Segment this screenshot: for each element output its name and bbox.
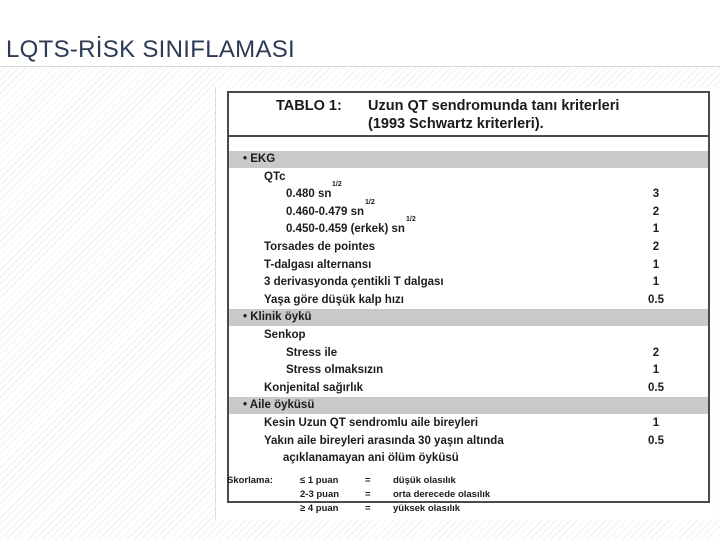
criterion-label: • EKG xyxy=(243,153,276,165)
criterion-score: 2 xyxy=(652,241,660,253)
criterion-label: Kesin Uzun QT sendromlu aile bireyleri xyxy=(264,417,479,429)
criterion-label: Yaşa göre düşük kalp hızı xyxy=(264,293,404,306)
criterion-label: • Klinik öykü xyxy=(243,311,312,324)
table-row: 0.460-0.479 sn 1/2 2 xyxy=(229,204,708,221)
criterion-score: 1 xyxy=(652,258,660,271)
table-row: 0.480 sn 1/2 3 xyxy=(229,186,708,203)
table-row xyxy=(229,274,708,291)
criterion-label: 0.450-0.459 (erkek) sn xyxy=(286,223,405,236)
table-row xyxy=(229,257,708,274)
criterion-label: QTc xyxy=(264,170,286,183)
scoring-range: ≤ 1 puan xyxy=(300,475,339,486)
table-caption xyxy=(229,93,708,137)
criteria-table-frame xyxy=(227,91,710,503)
scoring-equals: = xyxy=(365,503,371,514)
criterion-score: 1 xyxy=(652,223,660,236)
table-caption-line2: (1993 Schwartz kriterleri). xyxy=(368,116,544,132)
table-row xyxy=(229,362,708,379)
criterion-label: Konjenital sağırlık xyxy=(264,381,364,394)
criterion-score: 2 xyxy=(652,346,660,359)
title-divider xyxy=(0,66,720,67)
table-section-header xyxy=(229,151,708,168)
criterion-label: Stress ile xyxy=(286,346,338,359)
criterion-score: 0.5 xyxy=(648,293,664,306)
table-row xyxy=(229,292,708,309)
criterion-score: 0.5 xyxy=(648,434,664,447)
criterion-label: 3 derivasyonda çentikli T dalgası xyxy=(264,276,444,289)
table-caption-label: TABLO 1: xyxy=(276,98,342,114)
criterion-label: Stress olmaksızın xyxy=(286,364,384,377)
scoring-range: ≥ 4 puan xyxy=(300,503,339,514)
criterion-score: 1 xyxy=(652,364,660,377)
criterion-label: 0.480 sn xyxy=(286,188,332,201)
table-row xyxy=(229,327,708,344)
criterion-label: 0.460-0.479 sn xyxy=(286,205,365,218)
criterion-label: T-dalgası alternansı xyxy=(264,258,372,271)
criterion-score: 1 xyxy=(652,276,660,289)
table-row xyxy=(229,345,708,362)
scoring-equals: = xyxy=(365,475,371,486)
criteria-table-image xyxy=(215,87,719,520)
scoring-desc: orta derecede olasılık xyxy=(393,489,491,500)
table-row xyxy=(229,239,708,256)
slide-title: LQTS-RİSK SINIFLAMASI xyxy=(6,36,296,63)
criterion-label: açıklanamayan ani ölüm öyküsü xyxy=(283,452,459,465)
table-section-header xyxy=(229,397,708,414)
scoring-desc: yüksek olasılık xyxy=(393,503,461,514)
criterion-score: 2 xyxy=(652,205,660,218)
criterion-score: 3 xyxy=(652,188,660,201)
scoring-equals: = xyxy=(365,489,371,500)
table-row xyxy=(229,415,708,432)
scoring-range: 2-3 puan xyxy=(300,489,340,500)
scoring-label: Skorlama: xyxy=(227,475,273,486)
table-row xyxy=(229,450,708,467)
scoring-desc: düşük olasılık xyxy=(393,475,456,486)
table-row xyxy=(229,169,708,186)
table-row xyxy=(229,380,708,397)
criterion-label: Yakın aile bireyleri arasında 30 yaşın altında xyxy=(264,434,504,447)
table-row xyxy=(229,433,708,450)
table-caption-line1: Uzun QT sendromunda tanı kriterleri xyxy=(368,98,620,114)
table-section-header xyxy=(229,309,708,326)
criterion-score: 1 xyxy=(652,417,660,429)
criterion-label: Torsades de pointes xyxy=(264,241,375,253)
criterion-label: Senkop xyxy=(264,329,306,341)
table-row: 0.450-0.459 (erkek) sn 1/2 1 xyxy=(229,221,708,238)
criterion-label: • Aile öyküsü xyxy=(243,399,315,412)
criterion-score: 0.5 xyxy=(648,381,664,394)
